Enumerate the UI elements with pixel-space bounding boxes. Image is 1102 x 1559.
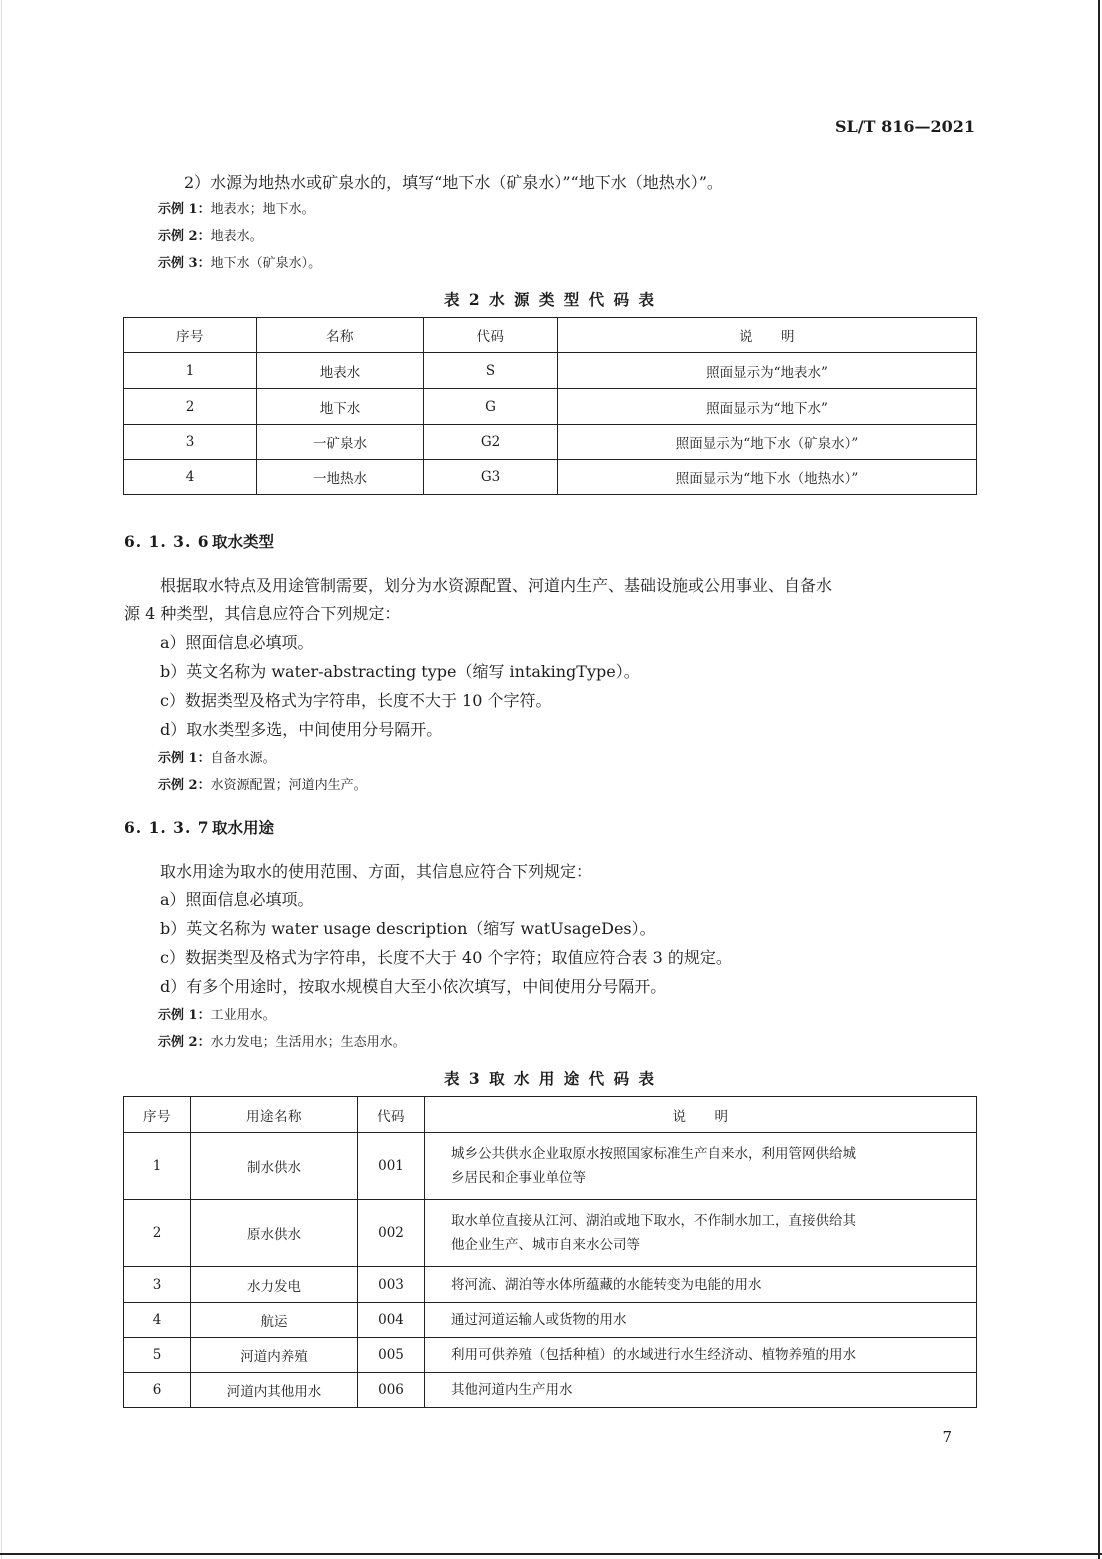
page-number: 7	[942, 1428, 952, 1446]
intro-example-3: 示例 3：地下水（矿泉水）。	[158, 256, 322, 271]
table-cell: 一矿泉水	[257, 425, 424, 460]
section-6136-item-c: c）数据类型及格式为字符串，长度不大于 10 个字符。	[160, 691, 552, 710]
page-edge-left	[1, 0, 2, 1559]
table2	[123, 317, 977, 495]
section-6137-item-c: c）数据类型及格式为字符串，长度不大于 40 个字符；取值应符合表 3 的规定。	[160, 948, 732, 967]
table-cell: 002	[358, 1200, 425, 1267]
table-cell: 3	[124, 1267, 191, 1303]
table-cell: 照面显示为“地下水（矿泉水）”	[558, 425, 977, 460]
table-cell: 地表水	[257, 353, 424, 389]
section-6136-heading: 6. 1. 3. 6 取水类型	[124, 532, 275, 551]
section-6137-item-b: b）英文名称为 water usage description（缩写 watUsageDes）。	[160, 919, 656, 938]
section-6137-example-1: 示例 1：工业用水。	[158, 1008, 276, 1023]
section-6137-para: 取水用途为取水的使用范围、方面，其信息应符合下列规定：	[160, 862, 593, 881]
table2-header-cell: 序号	[124, 318, 257, 353]
table2-caption: 表 2 水 源 类 型 代 码 表	[444, 290, 656, 309]
table-cell: 2	[124, 1200, 191, 1267]
table-row	[124, 425, 977, 460]
table-cell: 河道内其他用水	[191, 1373, 358, 1408]
table-cell: 1	[124, 353, 257, 389]
table-row	[124, 1303, 977, 1338]
section-6136-item-b: b）英文名称为 water-abstracting type（缩写 intakingType）。	[160, 662, 640, 681]
section-6137-item-d: d）有多个用途时，按取水规模自大至小依次填写，中间使用分号隔开。	[160, 977, 667, 996]
table-cell: G	[424, 389, 558, 425]
table-row	[124, 353, 977, 389]
table-cell: 一地热水	[257, 460, 424, 495]
table-cell: 原水供水	[191, 1200, 358, 1267]
table-cell: 3	[124, 425, 257, 460]
intro-paragraph: 2）水源为地热水或矿泉水的，填写“地下水（矿泉水）”“地下水（地热水）”。	[184, 173, 723, 192]
table-row	[124, 1133, 977, 1200]
table-cell-description: 利用可供养殖（包括种植）的水域进行水生经济动、植物养殖的用水	[425, 1338, 977, 1373]
table-row	[124, 460, 977, 495]
section-6136-para-line2: 源 4 种类型，其信息应符合下列规定：	[124, 604, 401, 623]
intro-example-2: 示例 2：地表水。	[158, 229, 263, 244]
table3-header-cell: 用途名称	[191, 1097, 358, 1133]
table-row	[124, 1373, 977, 1408]
table-cell: 照面显示为“地下水”	[558, 389, 977, 425]
section-6136-example-1: 示例 1：自备水源。	[158, 751, 276, 766]
table-cell: 4	[124, 1303, 191, 1338]
table-cell: 制水供水	[191, 1133, 358, 1200]
table-cell: 河道内养殖	[191, 1338, 358, 1373]
table-cell: 航运	[191, 1303, 358, 1338]
table-cell-description: 城乡公共供水企业取原水按照国家标准生产自来水，利用管网供给城 乡居民和企事业单位等	[425, 1133, 977, 1200]
intro-example-1: 示例 1：地表水；地下水。	[158, 202, 315, 217]
table-cell: 001	[358, 1133, 425, 1200]
section-6137-example-2: 示例 2：水力发电；生活用水；生态用水。	[158, 1035, 406, 1050]
table2-header-cell: 代码	[424, 318, 558, 353]
section-6137-item-a: a）照面信息必填项。	[160, 890, 314, 909]
table-cell: 004	[358, 1303, 425, 1338]
table3-header-cell: 说 明	[425, 1097, 977, 1133]
table-cell: 1	[124, 1133, 191, 1200]
table2-header-cell: 说 明	[558, 318, 977, 353]
table-cell-description: 将河流、湖泊等水体所蕴藏的水能转变为电能的用水	[425, 1267, 977, 1303]
table-cell: 2	[124, 389, 257, 425]
table-cell-description: 通过河道运输人或货物的用水	[425, 1303, 977, 1338]
section-6136-item-a: a）照面信息必填项。	[160, 633, 314, 652]
table-cell: 003	[358, 1267, 425, 1303]
table-cell: 地下水	[257, 389, 424, 425]
table-row	[124, 389, 977, 425]
table2-header-cell: 名称	[257, 318, 424, 353]
table3	[123, 1096, 977, 1408]
table2-header-row	[124, 318, 977, 353]
page-edge-right	[1098, 0, 1100, 1559]
table3-caption: 表 3 取 水 用 途 代 码 表	[444, 1069, 656, 1088]
table-cell: 005	[358, 1338, 425, 1373]
section-6136-item-d: d）取水类型多选，中间使用分号隔开。	[160, 720, 443, 739]
table-row	[124, 1200, 977, 1267]
table-cell: 006	[358, 1373, 425, 1408]
table3-header-row	[124, 1097, 977, 1133]
table-cell: 水力发电	[191, 1267, 358, 1303]
table-row	[124, 1338, 977, 1373]
section-6136-para-line1: 根据取水特点及用途管制需要，划分为水资源配置、河道内生产、基础设施或公用事业、自备水	[160, 576, 833, 595]
table-cell: G3	[424, 460, 558, 495]
table-cell: 4	[124, 460, 257, 495]
table3-header-cell: 代码	[358, 1097, 425, 1133]
table-cell-description: 取水单位直接从江河、湖泊或地下取水，不作制水加工，直接供给其 他企业生产、城市自来水公司等	[425, 1200, 977, 1267]
table-cell: 5	[124, 1338, 191, 1373]
table-cell-description: 其他河道内生产用水	[425, 1373, 977, 1408]
page-edge-bottom	[0, 1553, 1102, 1555]
table-cell: 照面显示为“地表水”	[558, 353, 977, 389]
table3-header-cell: 序号	[124, 1097, 191, 1133]
table-cell: S	[424, 353, 558, 389]
section-6137-heading: 6. 1. 3. 7 取水用途	[124, 818, 275, 837]
table-cell: G2	[424, 425, 558, 460]
table-cell: 照面显示为“地下水（地热水）”	[558, 460, 977, 495]
table-cell: 6	[124, 1373, 191, 1408]
section-6136-example-2: 示例 2：水资源配置；河道内生产。	[158, 778, 367, 793]
table-row	[124, 1267, 977, 1303]
standard-code: SL/T 816—2021	[834, 117, 975, 136]
